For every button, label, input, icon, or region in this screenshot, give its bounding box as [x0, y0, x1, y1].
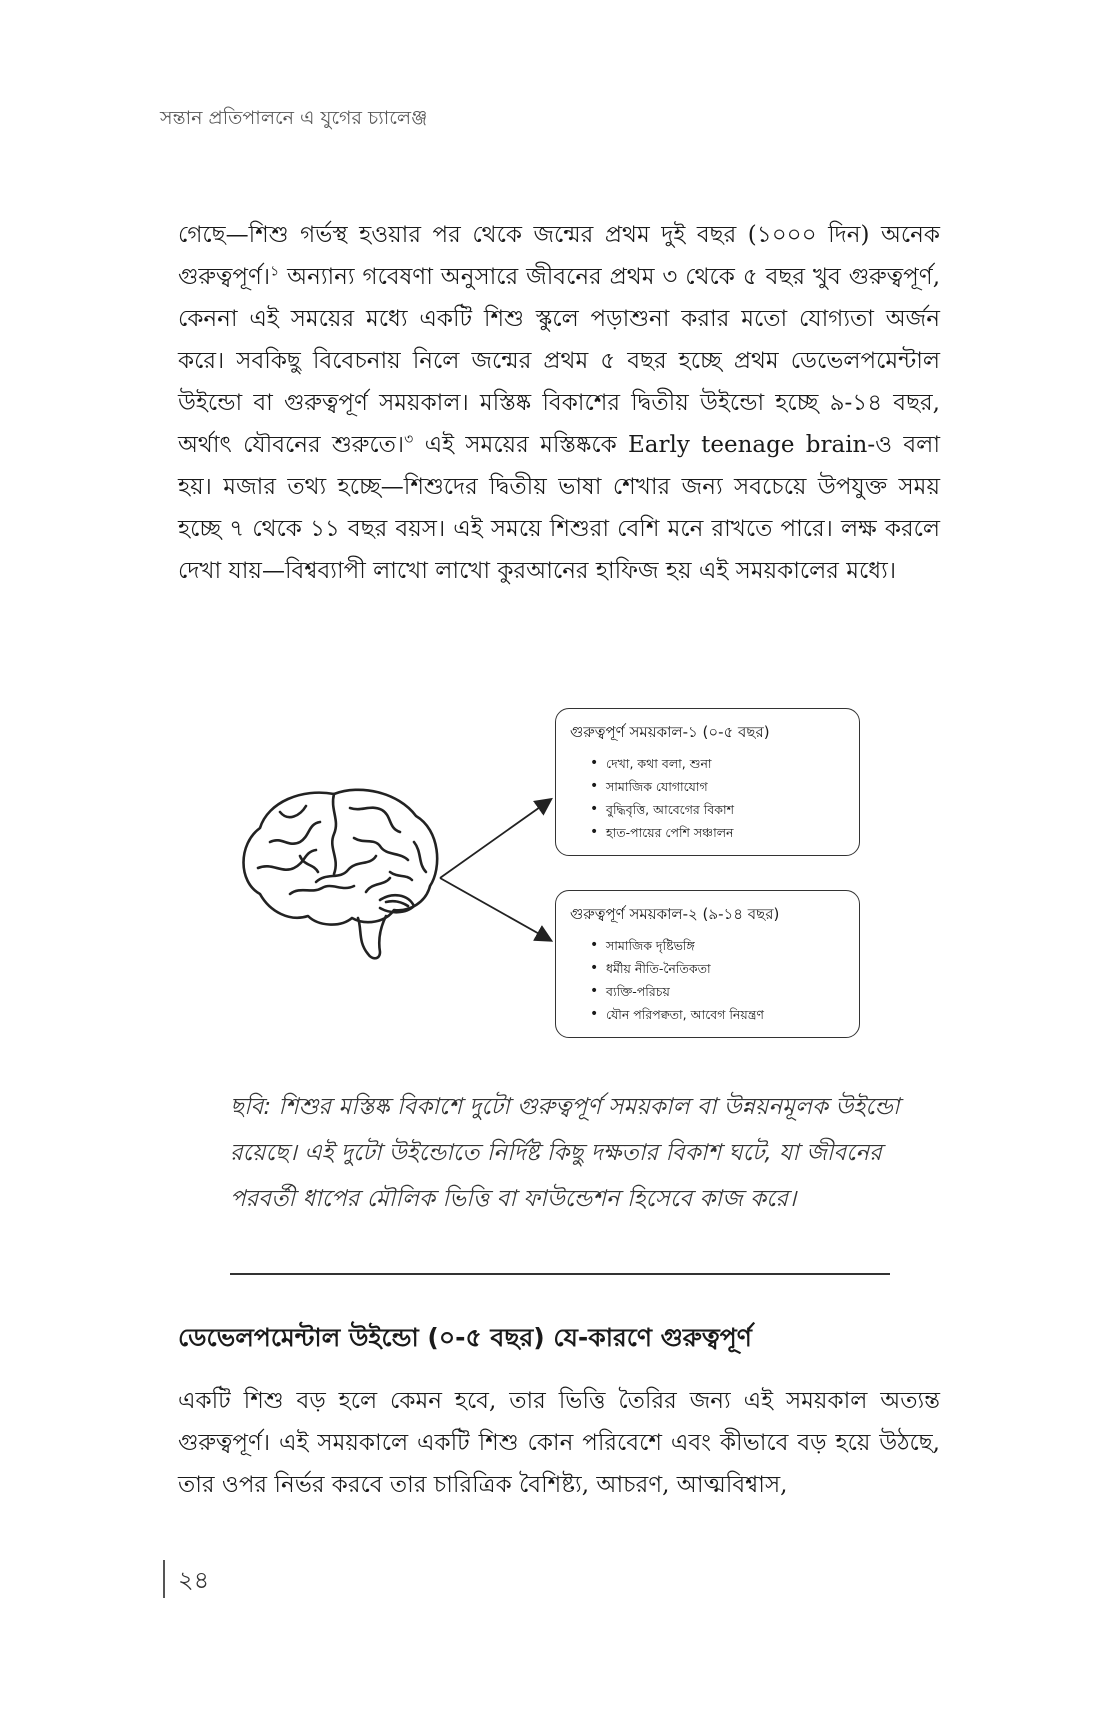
- brain-icon: [230, 782, 445, 967]
- list-item: • হাত-পায়ের পেশি সঞ্চালন: [590, 821, 845, 844]
- list-item: • ব্যক্তি-পরিচয়: [590, 980, 845, 1003]
- paragraph-text: অন্যান্য গবেষণা অনুসারে জীবনের প্রথম ৩ থেকে ৫ বছর খুব গুরুত্বপূর্ণ, কেননা এই সময়ের মধ্যে একটি শিশু স্কুলে পড়াশুনা করার মতো যোগ্যতা অর্জন করে। সবকিছু বিবেচনায় নিলে জন্মের প্রথম ৫ বছর হচ্ছে প্রথম ডেভেলপমেন্টাল উইন্ডো বা গুরুত্বপূর্ণ সময়কাল। মস্তিষ্ক বিকাশের দ্বিতীয় উইন্ডো হচ্ছে ৯-১৪ বছর, অর্থাৎ যৌবনের শুরুতে।: [178, 264, 940, 458]
- list-item: • ধর্মীয় নীতি-নৈতিকতা: [590, 957, 845, 980]
- body-paragraph-1: [178, 214, 940, 592]
- list-item: • দেখা, কথা বলা, শুনা: [590, 752, 845, 775]
- list-item: • সামাজিক দৃষ্টিভঙ্গি: [590, 934, 845, 957]
- running-head: সন্তান প্রতিপালনে এ যুগের চ্যালেঞ্জ: [160, 107, 428, 129]
- page-number-bar: [163, 1560, 165, 1598]
- box-list: [570, 934, 845, 1026]
- critical-period-1-box: [555, 708, 860, 856]
- page-number: ২৪: [178, 1566, 210, 1594]
- footnote-ref[interactable]: ১: [270, 263, 280, 280]
- body-paragraph-2: একটি শিশু বড় হলে কেমন হবে, তার ভিত্তি তৈরির জন্য এই সময়কাল অত্যন্ত গুরুত্বপূর্ণ। এই সময়কালে একটি শিশু কোন পরিবেশে এবং কীভাবে বড় হয়ে উঠছে, তার ওপর নির্ভর করবে তার চারিত্রিক বৈশিষ্ট্য, আচরণ, আত্মবিশ্বাস,: [178, 1388, 940, 1498]
- box-title: গুরুত্বপূর্ণ সময়কাল-১ (০-৫ বছর): [570, 723, 770, 741]
- box-title: গুরুত্বপূর্ণ সময়কাল-২ (৯-১৪ বছর): [570, 905, 780, 923]
- list-item: • বুদ্ধিবৃত্তি, আবেগের বিকাশ: [590, 798, 845, 821]
- figure-caption: ছবি: শিশুর মস্তিষ্ক বিকাশে দুটো গুরুত্বপূর্ণ সময়কাল বা উন্নয়নমূলক উইন্ডো রয়েছে। এই দুটো উইন্ডোতে নির্দিষ্ট কিছু দক্ষতার বিকাশ ঘটে, যা জীবনের পরবর্তী ধাপের মৌলিক ভিত্তি বা ফাউন্ডেশন হিসেবে কাজ করে।: [230, 1094, 900, 1212]
- list-item: • যৌন পরিপক্বতা, আবেগ নিয়ন্ত্রণ: [590, 1003, 845, 1026]
- paragraph-text: এই সময়ের মস্তিষ্ককে Early teenage brain-ও বলা হয়। মজার তথ্য হচ্ছে—শিশুদের দ্বিতীয় ভাষা শেখার জন্য সবচেয়ে উপযুক্ত সময় হচ্ছে ৭ থেকে ১১ বছর বয়স। এই সময়ে শিশুরা বেশি মনে রাখতে পারে। লক্ষ করলে দেখা যায়—বিশ্বব্যাপী লাখো লাখো কুরআনের হাফিজ হয় এই সময়কালের মধ্যে।: [178, 432, 940, 584]
- brain-development-figure: [230, 700, 870, 1040]
- footnote-ref[interactable]: ৩: [404, 431, 414, 448]
- paragraph-text: গেছে—শিশু গর্ভস্থ হওয়ার পর থেকে জন্মের প্রথম দুই বছর (১০০০ দিন) অনেক গুরুত্বপূর্ণ।: [178, 222, 940, 290]
- list-item: • সামাজিক যোগাযোগ: [590, 775, 845, 798]
- section-heading: ডেভেলপমেন্টাল উইন্ডো (০-৫ বছর) যে-কারণে গুরুত্বপূর্ণ: [178, 1323, 752, 1352]
- critical-period-2-box: [555, 890, 860, 1038]
- box-list: [570, 752, 845, 844]
- caption-divider: [230, 1273, 890, 1275]
